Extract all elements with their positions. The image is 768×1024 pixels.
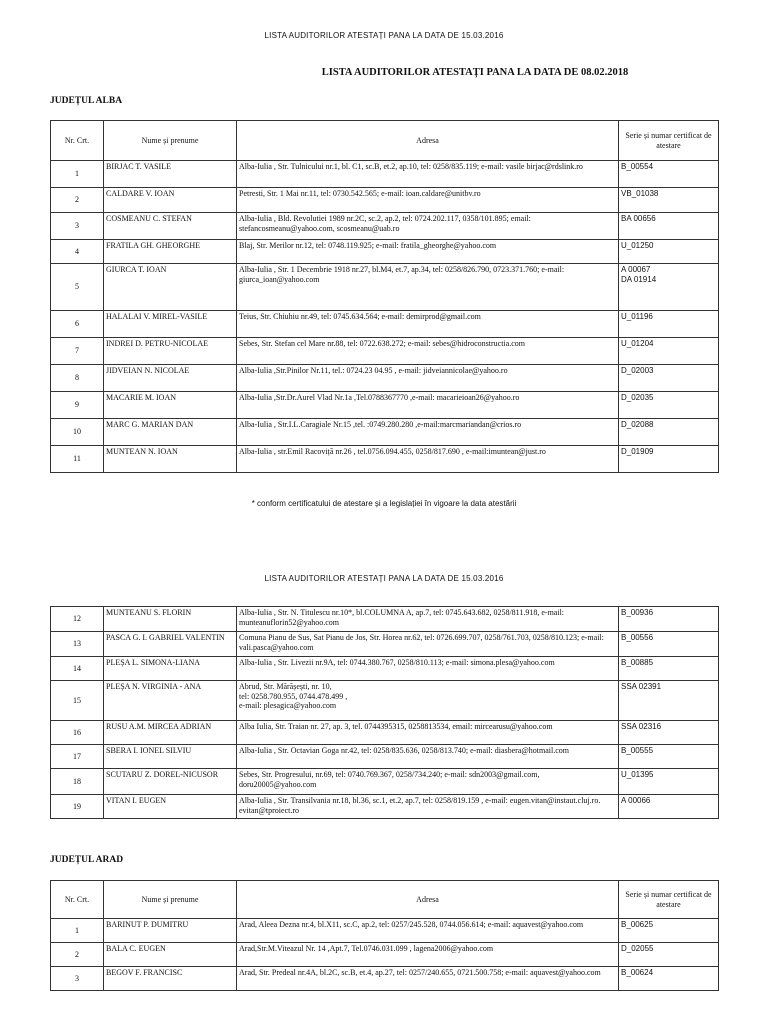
auditor-name: MACARIE M. IOAN xyxy=(104,392,237,419)
auditor-address: Alba-Iulia , str.Emil Racoviță nr.26 , tel.0756.094.455, 0258/817.690 , e-mail:imuntean@just.ro xyxy=(237,446,619,473)
row-number: 16 xyxy=(51,721,104,745)
auditor-address: Alba-Iulia , Str. Transilvania nr.18, bl.36, sc.1, et.2, ap.7, tel: 0258/819.159 , e-mail: eugen.vitan@instaut.cluj.ro. evitan@tproiect.ro xyxy=(237,795,619,819)
auditor-address: Comuna Pianu de Sus, Sat Pianu de Jos, Str. Horea nr.62, tel: 0726.699.707, 0258/761.703, 0258/810.123; e-mail: vali.pasca@yahoo.com xyxy=(237,632,619,657)
row-number: 18 xyxy=(51,769,104,795)
table-row xyxy=(51,795,719,819)
row-number: 10 xyxy=(51,419,104,446)
table-row xyxy=(51,721,719,745)
county-heading-arad: JUDEȚUL ARAD xyxy=(50,855,124,865)
auditors-table-alba-continued xyxy=(50,606,719,819)
certificate-serial: B_00554 xyxy=(619,161,719,188)
column-header-name: Nume și prenume xyxy=(104,881,237,919)
certificate-serial: D_02035 xyxy=(619,392,719,419)
certificate-serial: D_01909 xyxy=(619,446,719,473)
footnote: * conform certificatului de atestare și a legislației în vigoare la data atestării xyxy=(251,499,517,508)
auditor-address: Alba-Iulia , Str. 1 Decembrie 1918 nr.27, bl.M4, et.7, ap.34, tel: 0258/826.790, 0723.371.760; e-mail: giurca_ioan@yahoo.com xyxy=(237,264,619,311)
auditor-address: Alba-Iulia , Bld. Revolutiei 1989 nr.2C, sc.2, ap.2, tel: 0724.202.117, 0358/101.895; email: stefancosmeanu@yahoo.com, scosmeanu@uab.ro xyxy=(237,213,619,240)
row-number: 8 xyxy=(51,365,104,392)
auditor-address: Sebes, Str. Stefan cel Mare nr.88, tel: 0722.638.272; e-mail: sebes@hidroconstructia.com xyxy=(237,338,619,365)
column-header-nr: Nr. Crt. xyxy=(51,121,104,161)
table-row xyxy=(51,161,719,188)
certificate-serial: BA 00656 xyxy=(619,213,719,240)
table-header-row xyxy=(51,881,719,919)
auditor-name: FRATILA GH. GHEORGHE xyxy=(104,240,237,264)
column-header-address: Adresa xyxy=(237,121,619,161)
row-number: 14 xyxy=(51,657,104,681)
row-number: 9 xyxy=(51,392,104,419)
auditor-name: PASCA G. I. GABRIEL VALENTIN xyxy=(104,632,237,657)
certificate-serial: B_00555 xyxy=(619,745,719,769)
auditor-address: Blaj, Str. Merilor nr.12, tel: 0748.119.925; e-mail: fratila_gheorghe@yahoo.com xyxy=(237,240,619,264)
certificate-serial: U_01204 xyxy=(619,338,719,365)
row-number: 13 xyxy=(51,632,104,657)
auditor-address: Alba-Iulia ,Str.Dr.Aurel Vlad Nr.1a ,Tel.0788367770 ,e-mail: macarieioan26@yahoo.ro xyxy=(237,392,619,419)
row-number: 1 xyxy=(51,919,104,943)
row-number: 11 xyxy=(51,446,104,473)
auditor-name: BIRJAC T. VASILE xyxy=(104,161,237,188)
auditors-table-alba xyxy=(50,120,719,473)
row-number: 17 xyxy=(51,745,104,769)
auditor-name: SCUTARU Z. DOREL-NICUSOR xyxy=(104,769,237,795)
county-heading-alba: JUDEȚUL ALBA xyxy=(50,96,123,106)
certificate-serial: D_02088 xyxy=(619,419,719,446)
row-number: 2 xyxy=(51,188,104,213)
row-number: 15 xyxy=(51,681,104,721)
auditor-name: JIDVEIAN N. NICOLAE xyxy=(104,365,237,392)
auditor-name: RUSU A.M. MIRCEA ADRIAN xyxy=(104,721,237,745)
auditor-name: COSMEANU C. STEFAN xyxy=(104,213,237,240)
table-row xyxy=(51,264,719,311)
table-row xyxy=(51,607,719,632)
auditor-address: Petresti, Str. 1 Mai nr.11, tel: 0730.542.565; e-mail: ioan.caldare@unitbv.ro xyxy=(237,188,619,213)
auditor-address: Arad, Aleea Dezna nr.4, bl.X11, sc.C, ap.2, tel: 0257/245.528, 0744.056.614; e-mail: aquavest@yahoo.com xyxy=(237,919,619,943)
row-number: 1 xyxy=(51,161,104,188)
table-row xyxy=(51,338,719,365)
row-number: 5 xyxy=(51,264,104,311)
row-number: 6 xyxy=(51,311,104,338)
column-header-serial: Serie și numar certificat de atestare xyxy=(619,121,719,161)
row-number: 12 xyxy=(51,607,104,632)
auditor-address: Abrud, Str. Mărășești, nr. 10, tel: 0258.780.955, 0744.478.499 , e-mail: plesagica@yahoo.com xyxy=(237,681,619,721)
column-header-address: Adresa xyxy=(237,881,619,919)
auditor-name: GIURCA T. IOAN xyxy=(104,264,237,311)
auditor-address: Alba-Iulia , Str. Livezii nr.9A, tel: 0744.380.767, 0258/810.113; e-mail: simona.plesa@yahoo.com xyxy=(237,657,619,681)
certificate-serial: B_00624 xyxy=(619,967,719,991)
certificate-serial: VB_01038 xyxy=(619,188,719,213)
certificate-serial: A 00066 xyxy=(619,795,719,819)
auditor-address: Alba-Iulia ,Str.Pinilor Nr.11, tel.: 0724.23 04.95 , e-mail: jidveiannicolae@yahoo.ro xyxy=(237,365,619,392)
auditor-address: Alba-Iulia , Str. Tulnicului nr.1, bl. C1, sc.B, et.2, ap.10, tel: 0258/835.119; e-mail: vasile birjac@rdslink.ro xyxy=(237,161,619,188)
row-number: 3 xyxy=(51,967,104,991)
auditor-address: Alba-Iulia , Str.I.L.Caragiale Nr.15 ,tel. :0749.280.280 ,e-mail:marcmariandan@crios.ro xyxy=(237,419,619,446)
auditors-table-arad xyxy=(50,880,719,991)
row-number: 2 xyxy=(51,943,104,967)
table-row xyxy=(51,240,719,264)
table-row xyxy=(51,632,719,657)
auditor-name: PLEȘA L. SIMONA-LIANA xyxy=(104,657,237,681)
row-number: 4 xyxy=(51,240,104,264)
auditor-name: BALA C. EUGEN xyxy=(104,943,237,967)
table-row xyxy=(51,919,719,943)
page-header: LISTA AUDITORILOR ATESTAȚI PANA LA DATA DE 15.03.2016 xyxy=(264,31,504,40)
table-row xyxy=(51,769,719,795)
column-header-serial: Serie și numar certificat de atestare xyxy=(619,881,719,919)
table-row xyxy=(51,188,719,213)
certificate-serial: SSA 02391 xyxy=(619,681,719,721)
certificate-serial: B_00556 xyxy=(619,632,719,657)
certificate-serial: U_01395 xyxy=(619,769,719,795)
row-number: 3 xyxy=(51,213,104,240)
table-row xyxy=(51,213,719,240)
page-header-repeat: LISTA AUDITORILOR ATESTAȚI PANA LA DATA DE 15.03.2016 xyxy=(264,574,504,583)
auditor-address: Alba-Iulia , Str. N. Titulescu nr.10*, bl.COLUMNA A, ap.7, tel: 0745.643.682, 0258/811.918, e-mail: munteanuflorin52@yahoo.com xyxy=(237,607,619,632)
auditor-address: Teius, Str. Chiuhiu nr.49, tel: 0745.634.564; e-mail: demirprod@gmail.com xyxy=(237,311,619,338)
auditor-name: PLEȘA N. VIRGINIA - ANA xyxy=(104,681,237,721)
document-title: LISTA AUDITORILOR ATESTAȚI PANA LA DATA DE 08.02.2018 xyxy=(321,67,629,78)
certificate-serial: A 00067 DA 01914 xyxy=(619,264,719,311)
table-header-row xyxy=(51,121,719,161)
auditor-address: Alba Iulia, Str. Traian nr. 27, ap. 3, tel. 0744395315, 0258813534, email: mircearusu@yahoo.com xyxy=(237,721,619,745)
auditor-name: BARINUT P. DUMITRU xyxy=(104,919,237,943)
certificate-serial: B_00625 xyxy=(619,919,719,943)
table-row xyxy=(51,419,719,446)
auditor-name: MUNTEANU S. FLORIN xyxy=(104,607,237,632)
auditor-name: MUNTEAN N. IOAN xyxy=(104,446,237,473)
auditor-name: INDREI D. PETRU-NICOLAE xyxy=(104,338,237,365)
table-row xyxy=(51,365,719,392)
auditor-address: Arad,Str.M.Viteazul Nr. 14 ,Apt.7, Tel.0746.031.099 , lagena2006@yahoo.com xyxy=(237,943,619,967)
column-header-nr: Nr. Crt. xyxy=(51,881,104,919)
auditor-address: Sebes, Str. Progresului, nr.69, tel: 0740.769.367, 0258/734.240; e-mail: sdn2003@gmail.com, doru20005@yahoo.com xyxy=(237,769,619,795)
certificate-serial: D_02003 xyxy=(619,365,719,392)
auditor-name: MARC G. MARIAN DAN xyxy=(104,419,237,446)
table-row xyxy=(51,657,719,681)
row-number: 19 xyxy=(51,795,104,819)
auditor-name: CALDARE V. IOAN xyxy=(104,188,237,213)
table-row xyxy=(51,967,719,991)
auditor-name: VITAN I. EUGEN xyxy=(104,795,237,819)
auditor-name: SBERA I. IONEL SILVIU xyxy=(104,745,237,769)
certificate-serial: B_00885 xyxy=(619,657,719,681)
certificate-serial: B_00936 xyxy=(619,607,719,632)
certificate-serial: SSA 02316 xyxy=(619,721,719,745)
auditor-name: BEGOV F. FRANCISC xyxy=(104,967,237,991)
auditor-name: HALALAI V. MIREL-VASILE xyxy=(104,311,237,338)
column-header-name: Nume și prenume xyxy=(104,121,237,161)
auditor-address: Alba-Iulia , Str. Octavian Goga nr.42, tel: 0258/835.636, 0258/813.740; e-mail: diasbera@hotmail.com xyxy=(237,745,619,769)
table-row xyxy=(51,681,719,721)
row-number: 7 xyxy=(51,338,104,365)
certificate-serial: U_01250 xyxy=(619,240,719,264)
table-row xyxy=(51,745,719,769)
table-row xyxy=(51,392,719,419)
certificate-serial: D_02055 xyxy=(619,943,719,967)
table-row xyxy=(51,311,719,338)
table-row xyxy=(51,446,719,473)
certificate-serial: U_01196 xyxy=(619,311,719,338)
auditor-address: Arad, Str. Predeal nr.4A, bl.2C, sc.B, et.4, ap.27, tel: 0257/240.655, 0721.500.758; e-mail: aquavest@yahoo.com xyxy=(237,967,619,991)
table-row xyxy=(51,943,719,967)
